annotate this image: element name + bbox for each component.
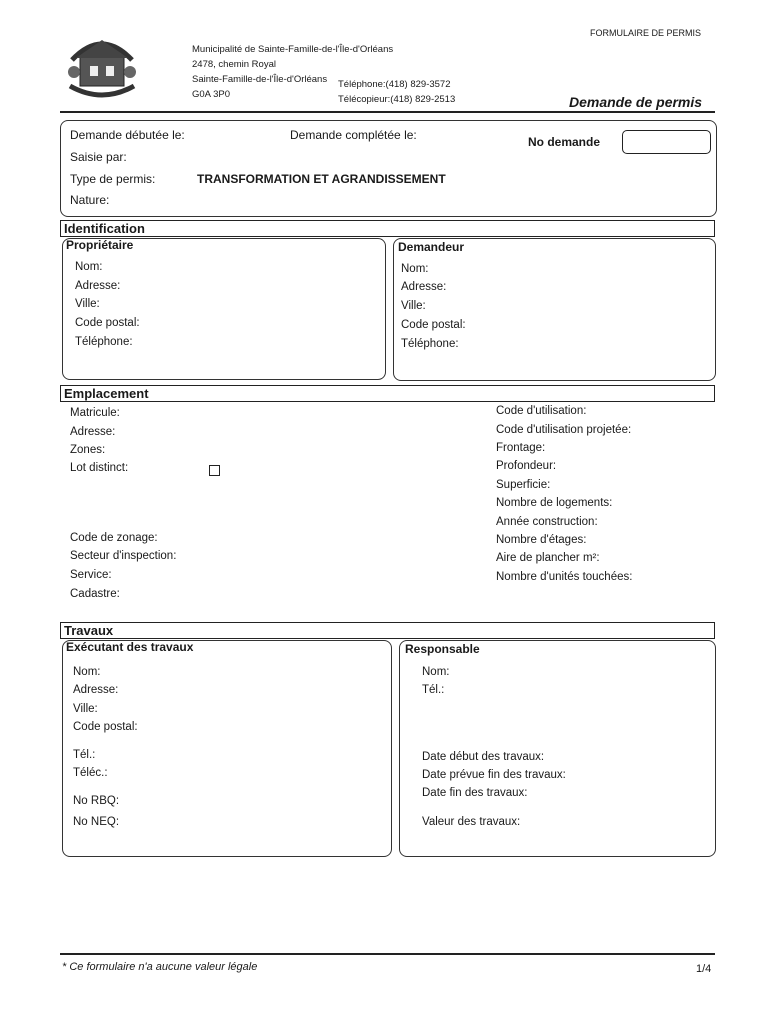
- location-title: Emplacement: [64, 386, 149, 401]
- applicant-address-label: Adresse:: [401, 281, 447, 293]
- location-units-affected-label: Nombre d'unités touchées:: [496, 571, 633, 583]
- owner-address-label: Adresse:: [75, 280, 121, 292]
- executor-address-label: Adresse:: [73, 684, 119, 696]
- executor-rbq-label: No RBQ:: [73, 795, 120, 807]
- works-title: Travaux: [64, 623, 114, 638]
- owner-phone-label: Téléphone:: [75, 336, 133, 348]
- location-zoning-code-label: Code de zonage:: [70, 532, 158, 544]
- identification-title: Identification: [64, 221, 145, 236]
- municipality-phone: Téléphone:(418) 829-3572: [338, 79, 451, 90]
- permit-type-label: Type de permis:: [70, 172, 156, 186]
- owner-name-label: Nom:: [75, 261, 103, 273]
- footer-rule: [60, 953, 715, 955]
- applicant-city-label: Ville:: [401, 300, 426, 312]
- footer-disclaimer: * Ce formulaire n'a aucune valeur légale: [62, 961, 258, 973]
- responsible-phone-label: Tél.:: [422, 684, 445, 696]
- works-section-bar: [60, 622, 715, 639]
- location-projected-use-label: Code d'utilisation projetée:: [496, 424, 632, 436]
- location-floors-label: Nombre d'étages:: [496, 534, 587, 546]
- municipality-street: 2478, chemin Royal: [192, 59, 276, 70]
- municipality-postal: G0A 3P0: [192, 89, 231, 100]
- municipality-fax: Télécopieur:(418) 829-2513: [338, 94, 456, 105]
- location-service-label: Service:: [70, 569, 112, 581]
- location-matricule-label: Matricule:: [70, 407, 120, 419]
- works-end-date-label: Date fin des travaux:: [422, 787, 528, 799]
- works-value-label: Valeur des travaux:: [422, 816, 521, 828]
- location-use-code-label: Code d'utilisation:: [496, 405, 587, 417]
- location-dwellings-label: Nombre de logements:: [496, 497, 613, 509]
- applicant-title: Demandeur: [398, 240, 465, 254]
- location-area-label: Superficie:: [496, 479, 551, 491]
- executor-name-label: Nom:: [73, 666, 101, 678]
- location-section-bar: [60, 385, 715, 402]
- executor-title: Exécutant des travaux: [66, 640, 194, 654]
- location-construction-year-label: Année construction:: [496, 516, 598, 528]
- request-no-label: No demande: [528, 135, 601, 149]
- location-inspection-sector-label: Secteur d'inspection:: [70, 550, 177, 562]
- entered-by-label: Saisie par:: [70, 150, 127, 164]
- location-zones-label: Zones:: [70, 444, 106, 456]
- location-depth-label: Profondeur:: [496, 460, 557, 472]
- responsible-title: Responsable: [405, 642, 480, 656]
- executor-phone-label: Tél.:: [73, 749, 96, 761]
- owner-city-label: Ville:: [75, 298, 100, 310]
- page-number: 1/4: [696, 963, 712, 975]
- municipality-city: Sainte-Famille-de-l'Île-d'Orléans: [192, 74, 328, 85]
- location-floor-area-label: Aire de plancher m²:: [496, 552, 600, 564]
- applicant-phone-label: Téléphone:: [401, 338, 459, 350]
- works-start-date-label: Date début des travaux:: [422, 751, 545, 763]
- responsible-name-label: Nom:: [422, 666, 450, 678]
- started-label: Demande débutée le:: [70, 128, 185, 142]
- applicant-postal-label: Code postal:: [401, 319, 466, 331]
- municipality-name: Municipalité de Sainte-Famille-de-l'Île-d'Orléans: [192, 44, 394, 55]
- executor-fax-label: Téléc.:: [73, 767, 108, 779]
- page-title: Demande de permis: [569, 94, 703, 110]
- executor-neq-label: No NEQ:: [73, 816, 120, 828]
- municipality-logo: [62, 30, 142, 100]
- permit-type-value: TRANSFORMATION ET AGRANDISSEMENT: [197, 172, 446, 186]
- applicant-box: [393, 238, 716, 381]
- location-lot-label: Lot distinct:: [70, 462, 129, 474]
- request-no-field[interactable]: [622, 130, 711, 154]
- logo-emblem-icon: [62, 30, 142, 100]
- form-label: FORMULAIRE DE PERMIS: [590, 28, 702, 38]
- identification-section-bar: [60, 220, 715, 237]
- owner-box: [62, 238, 386, 380]
- completed-label: Demande complétée le:: [290, 128, 417, 142]
- location-frontage-label: Frontage:: [496, 442, 546, 454]
- location-cadastre-label: Cadastre:: [70, 588, 120, 600]
- applicant-name-label: Nom:: [401, 263, 429, 275]
- header-rule: [60, 111, 715, 113]
- works-planned-end-label: Date prévue fin des travaux:: [422, 769, 566, 781]
- owner-postal-label: Code postal:: [75, 317, 140, 329]
- executor-postal-label: Code postal:: [73, 721, 138, 733]
- nature-label: Nature:: [70, 193, 110, 207]
- lot-distinct-checkbox[interactable]: [209, 465, 220, 476]
- owner-title: Propriétaire: [66, 238, 134, 252]
- executor-city-label: Ville:: [73, 703, 98, 715]
- location-address-label: Adresse:: [70, 426, 116, 438]
